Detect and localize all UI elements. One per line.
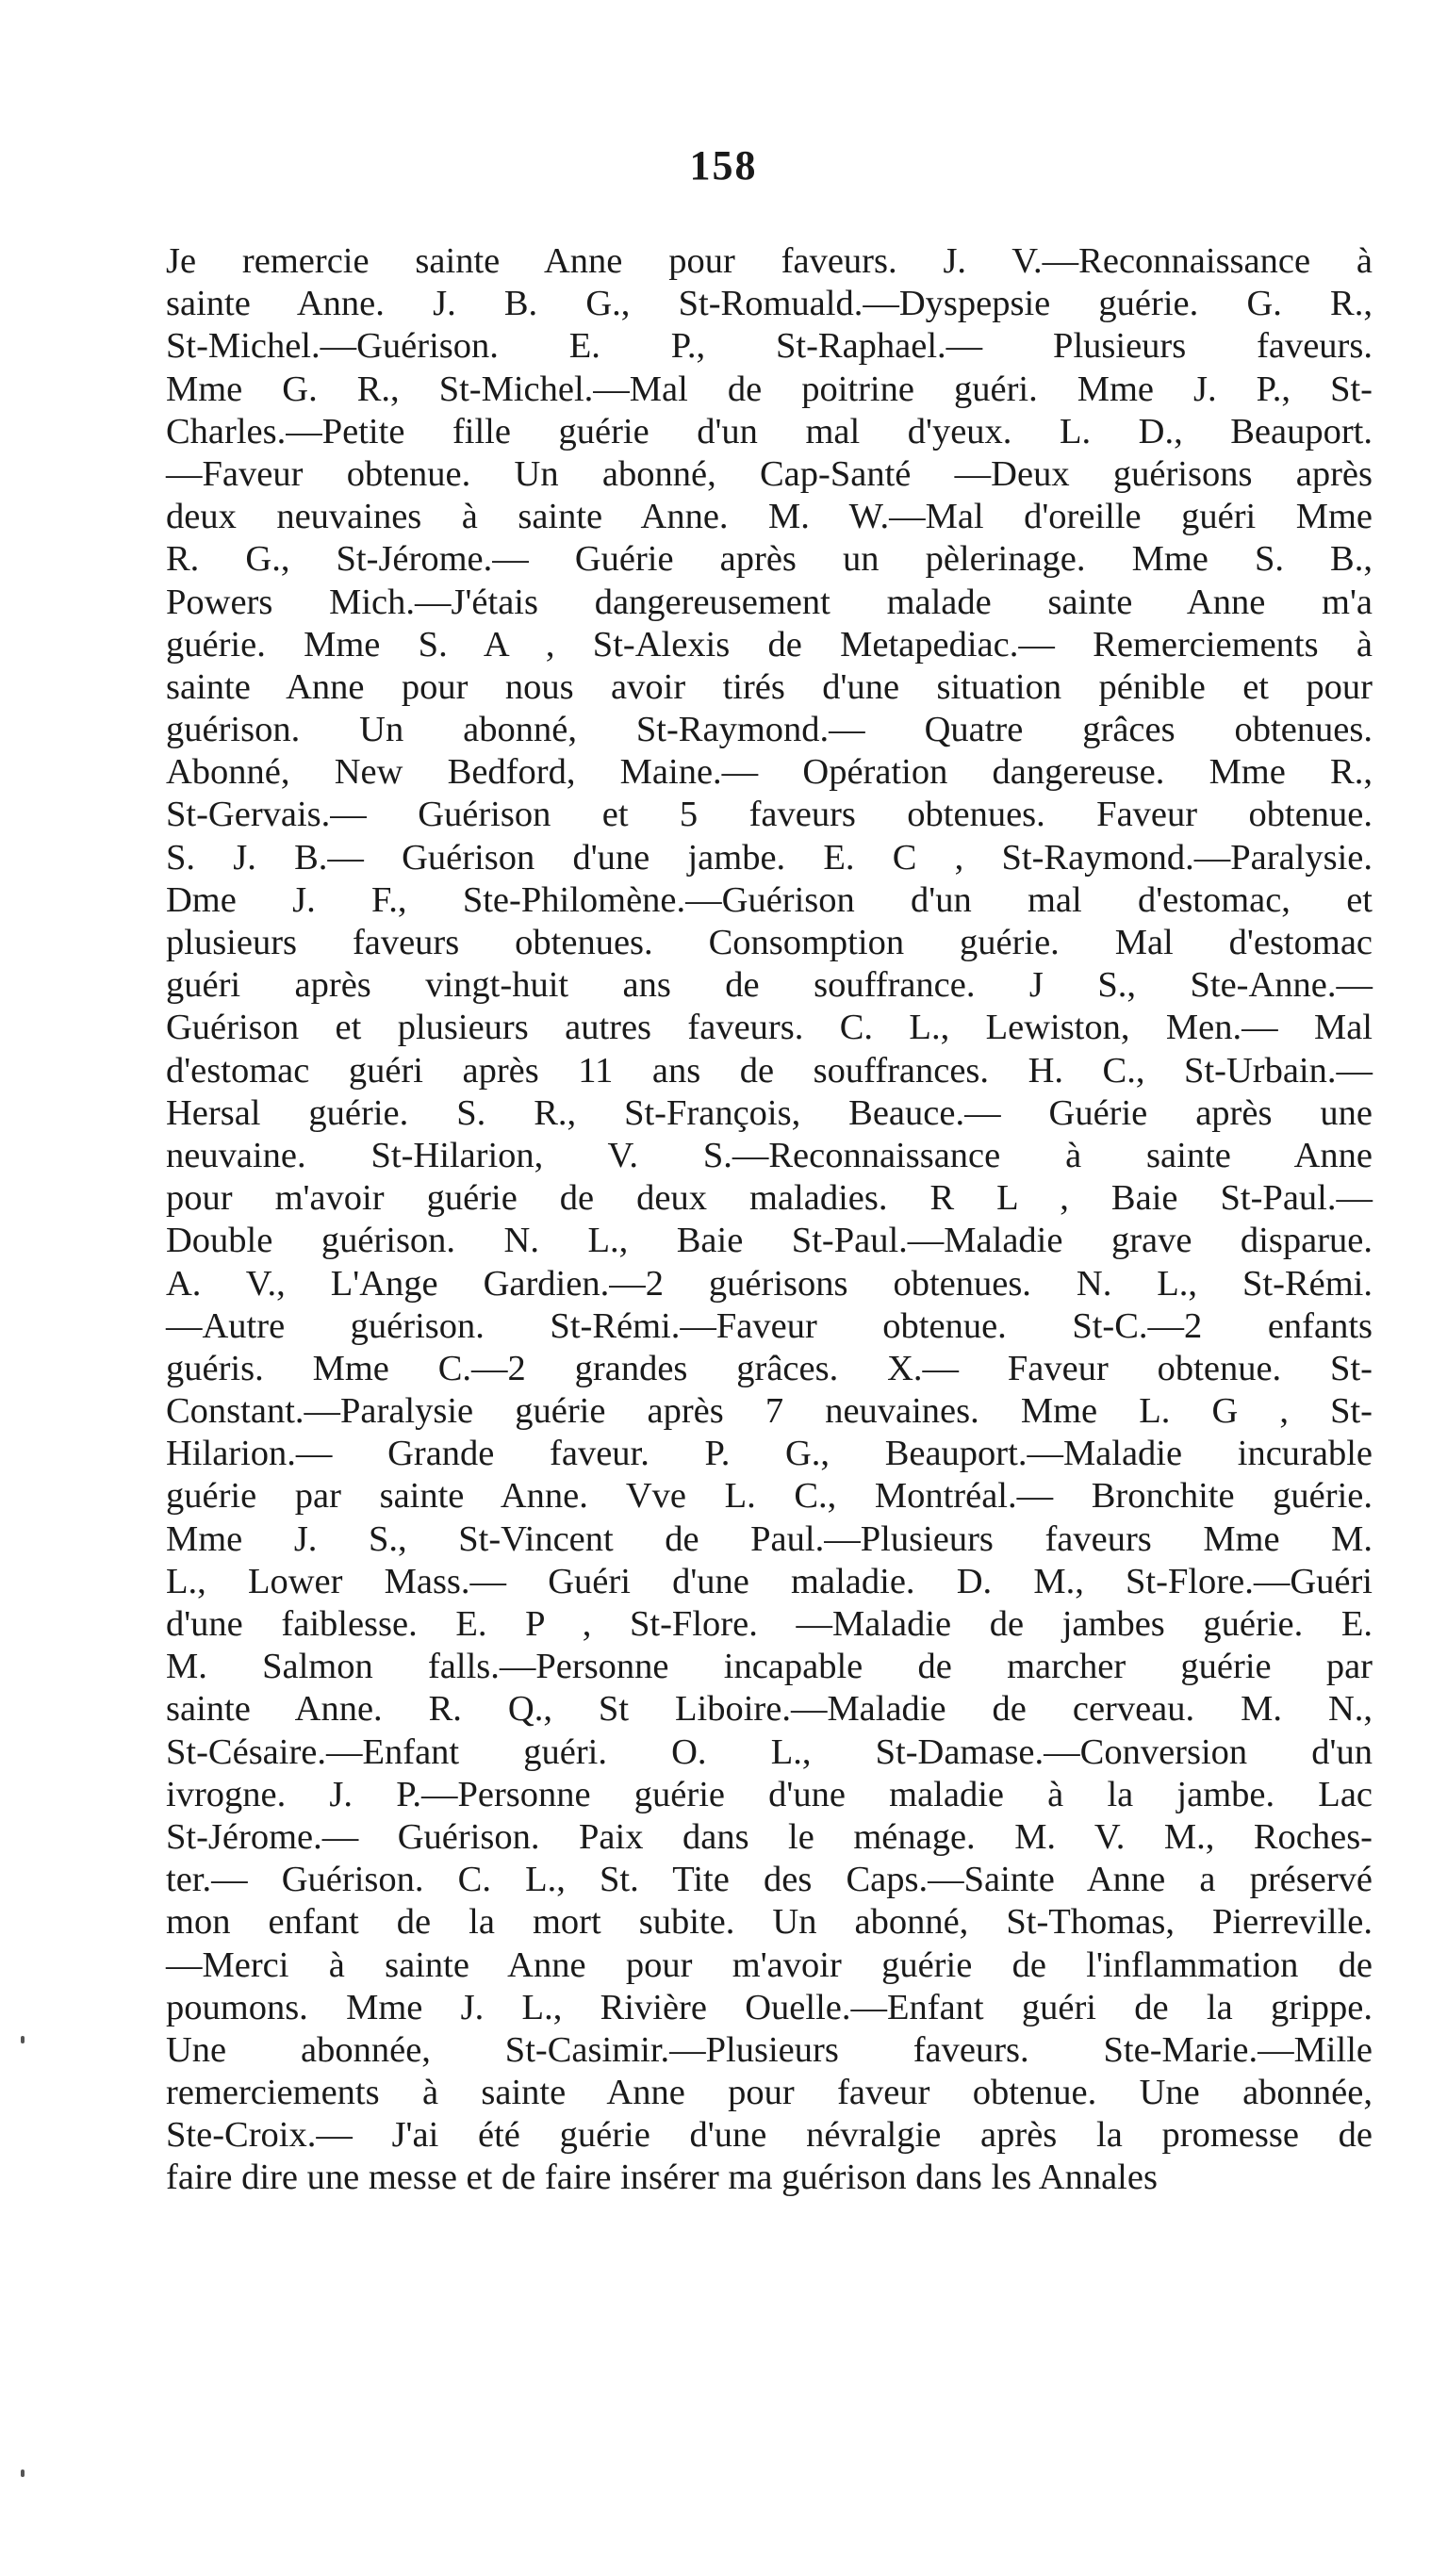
body-text [166, 240, 1373, 2200]
text-line: guéris. Mme C.—2 grandes grâces. X.— Faveur obtenue. St- [166, 1348, 1373, 1388]
page-number: 158 [689, 142, 758, 189]
text-line: mon enfant de la mort subite. Un abonné, St-Thomas, Pierreville. [166, 1902, 1373, 1943]
text-line: St-Jérome.— Guérison. Paix dans le ménage. M. V. M., Roches- [166, 1816, 1373, 1857]
text-line: Powers Mich.—J'étais dangereusement malade sainte Anne m'a [166, 582, 1373, 622]
text-line: Une abonnée, St-Casimir.—Plusieurs faveurs. Ste-Marie.—Mille [166, 2029, 1373, 2070]
text-line: —Faveur obtenue. Un abonné, Cap-Santé —Deux guérisons après [166, 453, 1373, 494]
text-line: Ste-Croix.— J'ai été guérie d'une névralgie après la promesse de [166, 2115, 1373, 2156]
text-line: St-Michel.—Guérison. E. P., St-Raphael.— Plusieurs faveurs. [166, 326, 1373, 367]
text-line: L., Lower Mass.— Guéri d'une maladie. D. M., St-Flore.—Guéri [166, 1561, 1373, 1601]
text-line: Mme G. R., St-Michel.—Mal de poitrine guéri. Mme J. P., St- [166, 369, 1373, 409]
text-line: poumons. Mme J. L., Rivière Ouelle.—Enfant guéri de la grippe. [166, 1987, 1373, 2027]
text-line: Mme J. S., St-Vincent de Paul.—Plusieurs faveurs Mme M. [166, 1518, 1373, 1559]
text-line: Charles.—Petite fille guérie d'un mal d'yeux. L. D., Beauport. [166, 411, 1373, 451]
text-line: guérison. Un abonné, St-Raymond.— Quatre grâces obtenues. [166, 710, 1373, 750]
text-line: ter.— Guérison. C. L., St. Tite des Caps.—Sainte Anne a préservé [166, 1860, 1373, 1900]
text-line: guérie. Mme S. A , St-Alexis de Metapediac.— Remerciements à [166, 624, 1373, 665]
text-line: pour m'avoir guérie de deux maladies. R L , Baie St-Paul.— [166, 1178, 1373, 1219]
text-line: S. J. B.— Guérison d'une jambe. E. C , St-Raymond.—Paralysie. [166, 837, 1373, 878]
text-line: Constant.—Paralysie guérie après 7 neuvaines. Mme L. G , St- [166, 1391, 1373, 1432]
text-line: sainte Anne pour nous avoir tirés d'une situation pénible et pour [166, 666, 1373, 707]
margin-mark [21, 2469, 25, 2477]
text-line: ivrogne. J. P.—Personne guérie d'une maladie à la jambe. Lac [166, 1774, 1373, 1814]
text-line: remerciements à sainte Anne pour faveur obtenue. Une abonnée, [166, 2073, 1373, 2113]
text-line: neuvaine. St-Hilarion, V. S.—Reconnaissance à sainte Anne [166, 1135, 1373, 1175]
text-line: sainte Anne. J. B. G., St-Romuald.—Dyspepsie guérie. G. R., [166, 284, 1373, 324]
text-line: Hilarion.— Grande faveur. P. G., Beauport.—Maladie incurable [166, 1434, 1373, 1474]
text-line: St-Gervais.— Guérison et 5 faveurs obtenues. Faveur obtenue. [166, 795, 1373, 835]
text-line: sainte Anne. R. Q., St Liboire.—Maladie de cerveau. M. N., [166, 1689, 1373, 1730]
text-line: Je remercie sainte Anne pour faveurs. J. V.—Reconnaissance à [166, 241, 1373, 281]
text-line: guérie par sainte Anne. Vve L. C., Montréal.— Bronchite guérie. [166, 1476, 1373, 1517]
text-line: guéri après vingt-huit ans de souffrance. J S., Ste-Anne.— [166, 965, 1373, 1006]
margin-mark [21, 2036, 25, 2043]
text-line: Dme J. F., Ste-Philomène.—Guérison d'un mal d'estomac, et [166, 879, 1373, 920]
text-line: Guérison et plusieurs autres faveurs. C. L., Lewiston, Men.— Mal [166, 1008, 1373, 1048]
text-line: M. Salmon falls.—Personne incapable de marcher guérie par [166, 1647, 1373, 1687]
text-line: d'une faiblesse. E. P , St-Flore. —Maladie de jambes guérie. E. [166, 1604, 1373, 1644]
text-line: Abonné, New Bedford, Maine.— Opération dangereuse. Mme R., [166, 752, 1373, 793]
text-line: plusieurs faveurs obtenues. Consomption guérie. Mal d'estomac [166, 923, 1373, 962]
text-line: —Autre guérison. St-Rémi.—Faveur obtenue. St-C.—2 enfants [166, 1305, 1373, 1346]
text-line: —Merci à sainte Anne pour m'avoir guérie de l'inflammation de [166, 1944, 1373, 1985]
text-line: R. G., St-Jérome.— Guérie après un pèlerinage. Mme S. B., [166, 539, 1373, 580]
text-line: Hersal guérie. S. R., St-François, Beauce.— Guérie après une [166, 1092, 1373, 1133]
text-line: deux neuvaines à sainte Anne. M. W.—Mal d'oreille guéri Mme [166, 497, 1373, 537]
text-line: faire dire une messe et de faire insérer ma guérison dans les Annales [166, 2158, 1158, 2198]
text-line: Double guérison. N. L., Baie St-Paul.—Maladie grave disparue. [166, 1221, 1373, 1261]
text-line: St-Césaire.—Enfant guéri. O. L., St-Damase.—Conversion d'un [166, 1731, 1373, 1772]
text-line: d'estomac guéri après 11 ans de souffrances. H. C., St-Urbain.— [166, 1050, 1373, 1091]
text-line: A. V., L'Ange Gardien.—2 guérisons obtenues. N. L., St-Rémi. [166, 1263, 1373, 1304]
